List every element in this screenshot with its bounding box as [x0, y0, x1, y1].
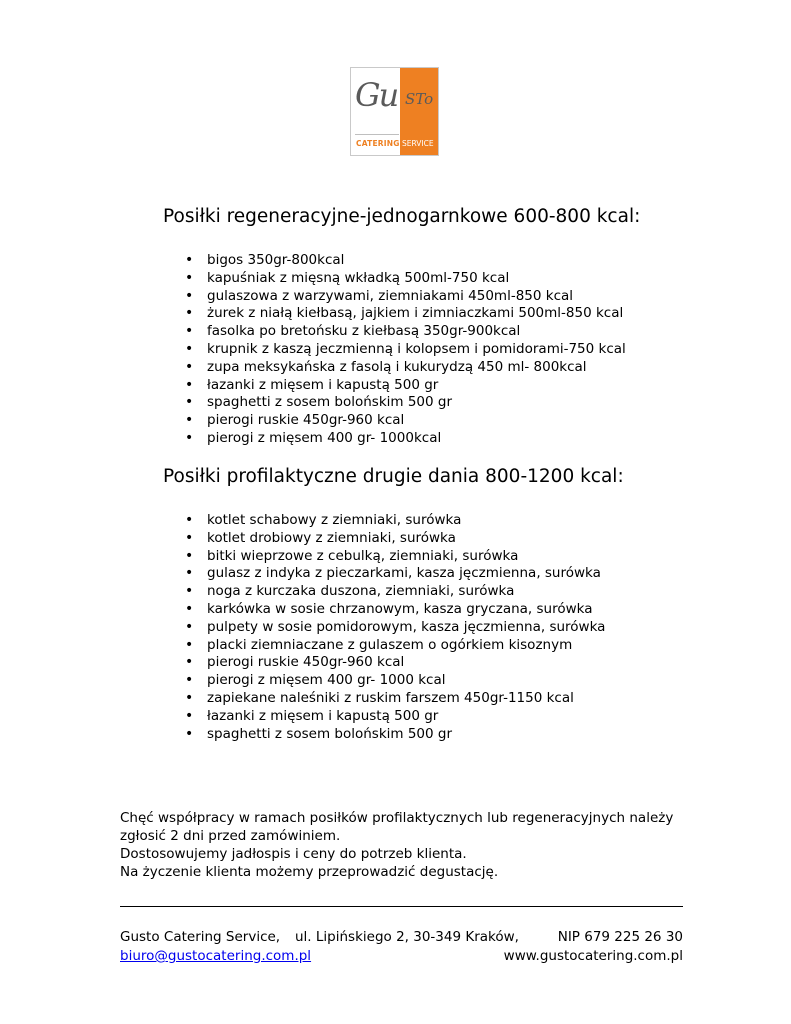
logo-brand-left: CATERING	[356, 139, 400, 148]
section-title-regeneration: Posiłki regeneracyjne-jednogarnkowe 600-800 kcal:	[163, 206, 641, 227]
logo-script-text: Gu	[355, 76, 398, 114]
company-logo	[350, 67, 439, 156]
list-item: • spaghetti z sosem bolońskim 500 gr	[185, 726, 605, 744]
list-item: • pierogi z mięsem 400 gr- 1000 kcal	[185, 672, 605, 690]
footer-website: www.gustocatering.com.pl	[503, 948, 683, 964]
note-line: zgłosić 2 dni przed zamówiniem.	[120, 828, 341, 844]
list-item: • placki ziemniaczane z gulaszem o ogórkiem kisoznym	[185, 637, 605, 655]
footer	[120, 928, 683, 966]
footer-company: Gusto Catering Service,	[120, 929, 281, 945]
list-item: • pierogi z mięsem 400 gr- 1000kcal	[185, 430, 626, 448]
logo-brand-right: SERVICE	[402, 139, 434, 148]
list-item: • gulasz z indyka z pieczarkami, kasza jęczmienna, surówka	[185, 565, 605, 583]
list-item: • łazanki z mięsem i kapustą 500 gr	[185, 377, 626, 395]
list-item: • bigos 350gr-800kcal	[185, 252, 626, 270]
list-item: • pierogi ruskie 450gr-960 kcal	[185, 654, 605, 672]
list-item: • kapuśniak z mięsną wkładką 500ml-750 kcal	[185, 270, 626, 288]
logo-divider	[355, 134, 399, 135]
footer-divider	[120, 906, 683, 907]
section-title-prophylactic: Posiłki profilaktyczne drugie dania 800-1200 kcal:	[163, 466, 624, 487]
list-item: • łazanki z mięsem i kapustą 500 gr	[185, 708, 605, 726]
list-item: • zapiekane naleśniki z ruskim farszem 450gr-1150 kcal	[185, 690, 605, 708]
note-line: Na życzenie klienta możemy przeprowadzić degustację.	[120, 864, 499, 880]
note-line: Chęć współpracy w ramach posiłków profilaktycznych lub regeneracyjnych należy	[120, 810, 674, 826]
list-item: • krupnik z kaszą jeczmienną i kolopsem i pomidorami-750 kcal	[185, 341, 626, 359]
footer-nip: NIP 679 225 26 30	[557, 929, 683, 945]
footer-email-link[interactable]: biuro@gustocatering.com.pl	[120, 948, 312, 964]
list-item: • zupa meksykańska z fasolą i kukurydzą 450 ml- 800kcal	[185, 359, 626, 377]
list-item: • karkówka w sosie chrzanowym, kasza gryczana, surówka	[185, 601, 605, 619]
menu-list-prophylactic	[185, 512, 605, 743]
list-item: • pierogi ruskie 450gr-960 kcal	[185, 412, 626, 430]
list-item: • pulpety w sosie pomidorowym, kasza jęczmienna, surówka	[185, 619, 605, 637]
list-item: • fasolka po bretońsku z kiełbasą 350gr-900kcal	[185, 323, 626, 341]
list-item: • kotlet drobiowy z ziemniaki, surówka	[185, 530, 605, 548]
list-item: • gulaszowa z warzywami, ziemniakami 450ml-850 kcal	[185, 288, 626, 306]
footer-address: ul. Lipińskiego 2, 30-349 Kraków,	[295, 929, 519, 945]
list-item: • żurek z niałą kiełbasą, jajkiem i zimniaczkami 500ml-850 kcal	[185, 305, 626, 323]
list-item: • spaghetti z sosem bolońskim 500 gr	[185, 394, 626, 412]
list-item: • bitki wieprzowe z cebulką, ziemniaki, surówka	[185, 548, 605, 566]
logo-script-text-2: STo	[405, 90, 434, 108]
list-item: • noga z kurczaka duszona, ziemniaki, surówka	[185, 583, 605, 601]
note-line: Dostosowujemy jadłospis i ceny do potrzeb klienta.	[120, 846, 467, 862]
menu-list-regeneration	[185, 252, 626, 448]
order-notes	[120, 809, 673, 881]
list-item: • kotlet schabowy z ziemniaki, surówka	[185, 512, 605, 530]
